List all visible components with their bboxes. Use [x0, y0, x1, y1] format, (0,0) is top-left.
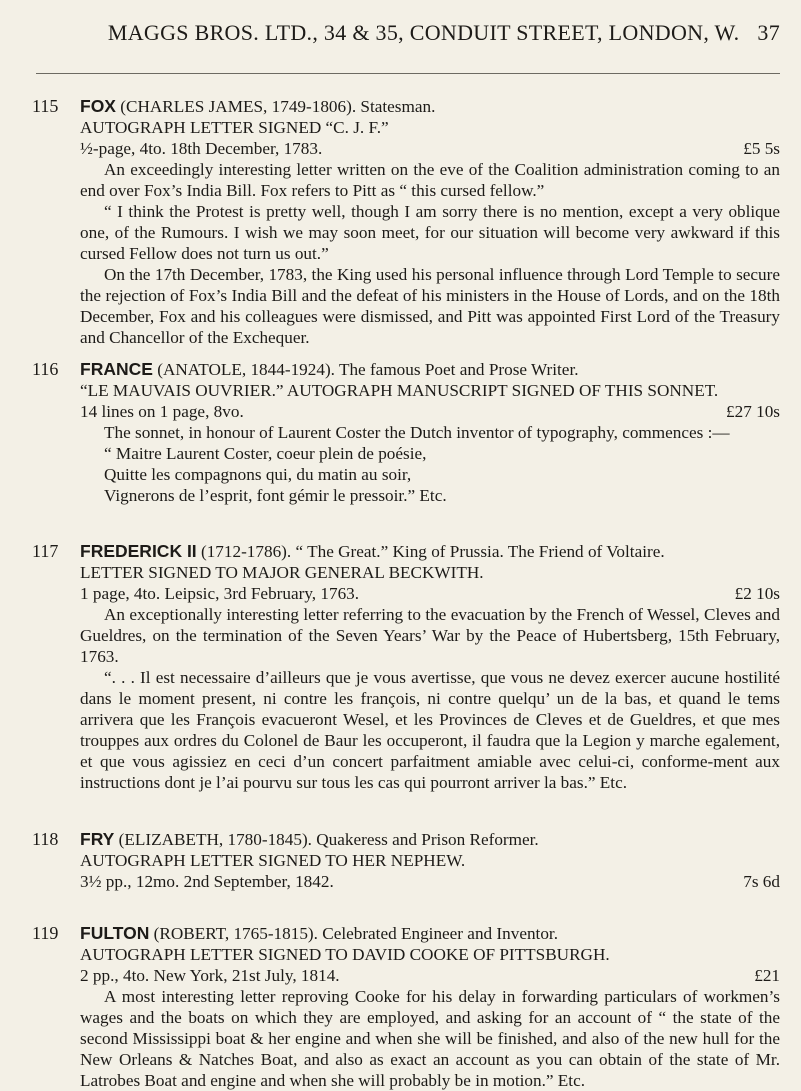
lot-number: 118: [32, 829, 59, 849]
page-number: 37: [757, 20, 780, 45]
verse-line: Quitte les compagnons qui, du matin au soir,: [104, 465, 412, 484]
entry-paragraph: A most interesting letter reproving Cooke for his delay in forwarding particulars of workmen’s wages and the boats on which they are employed, and asking for an account of “ the state of the second Mississippi boat & her engine and when she will be finished, and also of the new hull for the New Orleans & Natches Boat, and also as exact an account as you can obtain of the state of Mr. Latrobes Boat and engine and when she will probably be in motion.” Etc.: [80, 987, 780, 1090]
entry-heading: [80, 359, 780, 380]
entry-details: [80, 583, 780, 604]
running-head: [0, 20, 780, 46]
sonnet-excerpt: [80, 443, 780, 506]
entry-subheading: AUTOGRAPH LETTER SIGNED “C. J. F.”: [80, 118, 389, 137]
entry-price: £21: [754, 966, 780, 985]
verse-line: Vignerons de l’esprit, font gémir le pressoir.” Etc.: [104, 486, 447, 505]
entry-name: FRANCE: [80, 359, 153, 379]
header-rule: [36, 73, 780, 74]
entry-details: [80, 871, 780, 892]
entry-quote: “ I think the Protest is pretty well, though I am sorry there is no mention, except a very oblique one, of the Rumours. I wish we may soon meet, for our situation will become very awkward if this cursed Fellow does not turn us out.”: [80, 202, 780, 263]
entry-subheading: LETTER SIGNED TO MAJOR GENERAL BECKWITH.: [80, 563, 484, 582]
entry-details: [80, 965, 780, 986]
entry-paragraph: The sonnet, in honour of Laurent Coster the Dutch inventor of typography, commences :—: [104, 423, 730, 442]
entry-name: FRY: [80, 829, 115, 849]
entry-format: 2 pp., 4to. New York, 21st July, 1814.: [80, 966, 340, 985]
running-head-text: MAGGS BROS. LTD., 34 & 35, CONDUIT STREET, LONDON, W.: [107, 20, 740, 45]
entry-paragraph: On the 17th December, 1783, the King used his personal influence through Lord Temple to secure the rejection of Fox’s India Bill and the defeat of his ministers in the House of Lords, and on the 18th December, Fox and his colleagues were dismissed, and Pitt was appointed First Lord of the Treasury and Chancellor of the Exchequer.: [80, 265, 780, 347]
entry-quote: “. . . Il est necessaire d’ailleurs que je vous avertisse, que vous ne devez exercer aucune hostilité dans le moment present, ni contre les françois, ni contre quelqu’ un de la bas, et quand le tems arrivera que les François evacueront Wesel, et les Provinces de Cleves et de Gueldres, et que mes trouppes aux ordres du Colonel de Baur les occuperont, il faudra que la Legion y marche egalement, et que vous agissiez en ceci d’un concert parfaitment amiable avec celui-ci, conforme-ment aux instructions dont je l’ai pourvu sur tous les cas qui pourront arriver la bas.” Etc.: [80, 668, 780, 792]
entry-heading: [80, 541, 780, 562]
entry-paragraph: An exceptionally interesting letter referring to the evacuation by the French of Wessel, Cleves and Gueldres, on the termination of the Seven Years’ War by the Peace of Hubertsberg, 15th February, 1763.: [80, 605, 780, 666]
entry-heading: [80, 96, 780, 117]
entry-price: 7s 6d: [743, 872, 780, 891]
entry-description: (ROBERT, 1765-1815). Celebrated Engineer and Inventor.: [153, 924, 558, 943]
entry-price: £27 10s: [726, 402, 780, 421]
lot-number: 119: [32, 923, 59, 943]
entry-description: (1712-1786). “ The Great.” King of Prussia. The Friend of Voltaire.: [200, 542, 665, 561]
entry-subheading: AUTOGRAPH LETTER SIGNED TO DAVID COOKE OF PITTSBURGH.: [80, 945, 610, 964]
lot-number: 116: [32, 359, 59, 379]
entry-name: FREDERICK II: [80, 541, 197, 561]
entry-subheading: AUTOGRAPH LETTER SIGNED TO HER NEPHEW.: [80, 851, 466, 870]
entry-heading: [80, 829, 780, 850]
entry-paragraph: An exceedingly interesting letter written on the eve of the Coalition administration coming to an end over Fox’s India Bill. Fox refers to Pitt as “ this cursed fellow.”: [80, 160, 780, 200]
entry-format: 14 lines on 1 page, 8vo.: [80, 402, 244, 421]
verse-line: “ Maitre Laurent Coster, coeur plein de poésie,: [104, 444, 427, 463]
entry-description: (ELIZABETH, 1780-1845). Quakeress and Prison Reformer.: [118, 830, 539, 849]
entry-price: £5 5s: [743, 139, 780, 158]
entry-description: (ANATOLE, 1844-1924). The famous Poet and Prose Writer.: [157, 360, 579, 379]
entry-format: 1 page, 4to. Leipsic, 3rd February, 1763.: [80, 584, 360, 603]
lot-number: 117: [32, 541, 59, 561]
entry-subheading: “LE MAUVAIS OUVRIER.” AUTOGRAPH MANUSCRIPT SIGNED OF THIS SONNET.: [80, 381, 719, 400]
entry-heading: [80, 923, 780, 944]
entry-name: FOX: [80, 96, 116, 116]
entry-price: £2 10s: [734, 584, 780, 603]
entry-format: ½-page, 4to. 18th December, 1783.: [80, 139, 323, 158]
lot-number: 115: [32, 96, 59, 116]
entry-description: (CHARLES JAMES, 1749-1806). Statesman.: [120, 97, 436, 116]
entry-format: 3½ pp., 12mo. 2nd September, 1842.: [80, 872, 334, 891]
entry-name: FULTON: [80, 923, 150, 943]
entry-details: [80, 401, 780, 422]
entry-details: [80, 138, 780, 159]
